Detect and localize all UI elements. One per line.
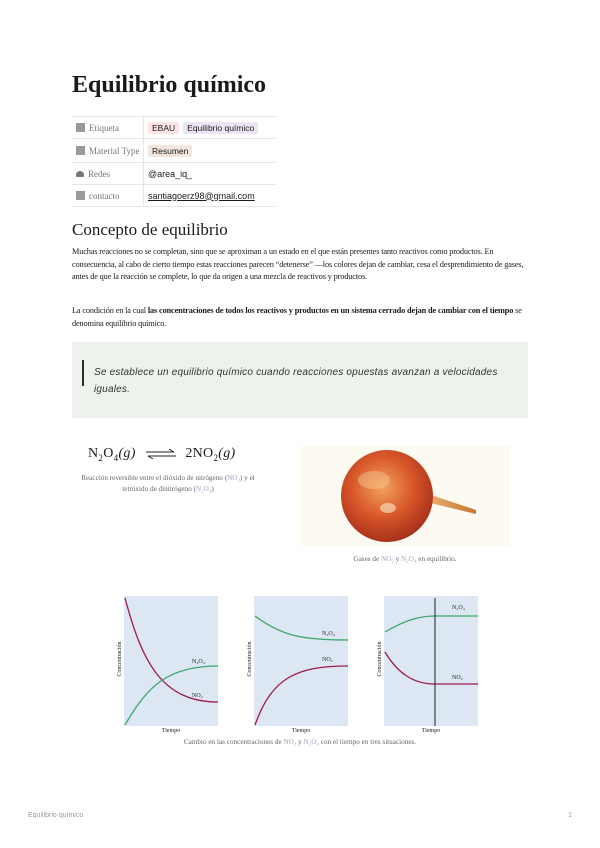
chart-3-top-label: N₂O₄ — [452, 605, 465, 611]
bold-definition: las concentraciones de todos los reactivos y productos en un sistema cerrado dejan de cambiar con el tiempo — [147, 306, 514, 315]
list-icon — [76, 191, 85, 200]
chart-1-ylabel: Concentración — [117, 641, 123, 677]
redes-value: @area_iq_ — [148, 168, 193, 179]
chemical-equation: $N_2O_4(g)$ $2NO_2(g)$ — [88, 446, 236, 463]
chart-2-area — [254, 596, 348, 726]
chart-3-bottom-label: NO₂ — [452, 675, 463, 681]
equilibrium-arrows-icon — [144, 448, 178, 460]
properties-table — [72, 116, 276, 207]
paragraph-definition: La condición en la cual las concentraciones de todos los reactivos y productos en un sistema cerrado dejan de cambiar con el tiempo se denomina equilibrio químico. — [72, 306, 522, 328]
tag-equilibrio[interactable]: Equilibrio químico — [183, 122, 258, 134]
property-key: Redes — [88, 168, 110, 179]
section-heading: Concepto de equilibrio — [72, 220, 228, 239]
chart-2-top-label: N₂O₄ — [322, 631, 335, 637]
charts-caption: Cambio en las concentraciones de NO₂ y N₂O₄ con el tiempo en tres situaciones. — [183, 738, 417, 746]
chart-2-xlabel: Tiempo — [291, 728, 311, 734]
chart-3-xlabel: Tiempo — [421, 728, 441, 734]
three-concentration-plots — [112, 592, 492, 742]
property-key: Etiqueta — [89, 122, 119, 133]
callout-text: Se establece un equilibrio químico cuando reacciones opuestas avanzan a velocidades iguales. — [94, 367, 498, 395]
flask-photo — [300, 446, 510, 546]
cloud-icon — [76, 171, 84, 177]
property-row-contacto — [72, 185, 276, 207]
chart-2-bottom-label: NO₂ — [322, 657, 333, 663]
page-number: 1 — [568, 812, 572, 819]
property-key: Material Type — [89, 145, 140, 156]
chart-3-ylabel: Concentración — [377, 641, 383, 677]
photo-caption: Gases de NO₂ y N₂O₄ en equilibrio. — [353, 555, 457, 563]
property-row-etiqueta — [72, 117, 276, 139]
chart-1-xlabel: Tiempo — [161, 728, 181, 734]
chart-2-ylabel: Concentración — [247, 641, 253, 677]
chart-1-bottom-label: NO₂ — [192, 693, 203, 699]
equation-caption: Reacción reversible entre el dióxido de nitrógeno (NO₂) y el tetróxido de dinitrógeno (N₂O₄) — [81, 474, 255, 493]
round-flask-image — [300, 446, 510, 546]
concentration-charts — [112, 592, 492, 742]
contact-email-link[interactable]: santiagoerz98@gmail.com — [148, 190, 255, 201]
footer-title: Equilibrio químico — [28, 812, 84, 819]
list-icon — [76, 123, 85, 132]
tag-resumen[interactable]: Resumen — [148, 145, 192, 157]
callout-quote — [72, 342, 528, 418]
page-title: Equilibrio químico — [72, 72, 267, 98]
property-row-material-type — [72, 139, 276, 163]
quote-bar — [82, 360, 84, 386]
property-row-redes — [72, 163, 276, 185]
paragraph-intro: Muchas reacciones no se completan, sino que se aproximan a un estado en el que están presentes tanto reactivos como productos. En consecuencia, al cabo de cierto tiempo estas reacciones parecen “detenerse” —los colores dejan de cambiar, cesa el desprendimiento de gases, antes de que la reacción se complete, lo que da origen a una mezcla de reactivos y productos. — [72, 247, 524, 282]
list-icon — [76, 146, 85, 155]
chart-1-top-label: N₂O₄ — [192, 659, 205, 665]
property-key: contacto — [89, 190, 120, 201]
tag-ebau[interactable]: EBAU — [148, 122, 179, 134]
